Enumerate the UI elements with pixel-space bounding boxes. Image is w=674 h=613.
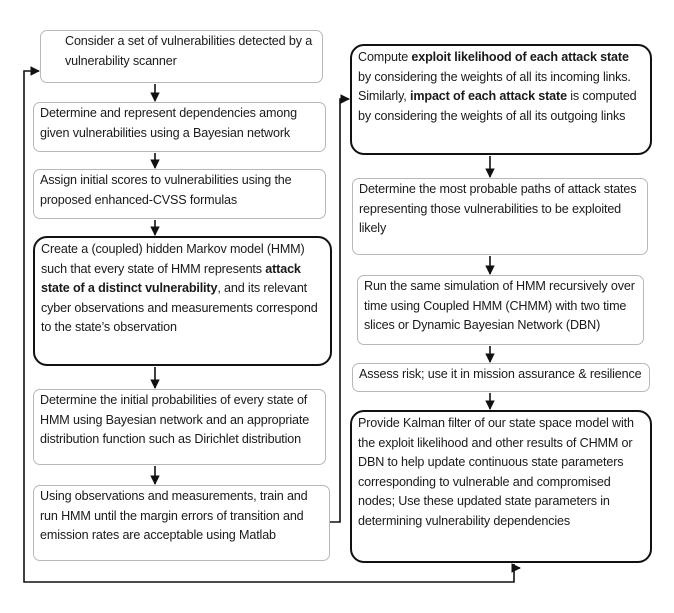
step-text: Run the same simulation of HMM recursively over time using Coupled HMM (CHMM) with two time slices or Dynamic Bayesian Network (DBN) — [364, 279, 635, 332]
step-text-emphasis: exploit likelihood of each attack state — [411, 50, 629, 64]
feedback-loop-arrow — [24, 71, 514, 582]
step-text: , and its relevant cyber observations and measurements correspond to the state’s observation — [41, 281, 318, 334]
step-text-emphasis: impact of each attack state — [410, 89, 567, 103]
step-text: Determine and represent dependencies among given vulnerabilities using a Bayesian network — [40, 106, 297, 140]
arrow-l5-r0 — [330, 99, 349, 522]
step-text-emphasis: attack state of a distinct vulnerability — [41, 261, 301, 295]
step-text: by considering the weights of all its incoming links. Similarly, — [358, 69, 631, 103]
step-text: Create a (coupled) hidden Markov model (HMM) such that every state of HMM represents — [41, 242, 305, 276]
step-text: Assign initial scores to vulnerabilities using the proposed enhanced-CVSS formulas — [40, 173, 292, 207]
step-text: Compute — [358, 50, 412, 64]
step-text: is computed by considering the weights of all its outgoing links — [358, 89, 637, 123]
step-text: Assess risk; use it in mission assurance & resilience — [359, 367, 642, 381]
step-text: Determine the initial probabilities of every state of HMM using Bayesian network and an appropriate distribution function such as Dirichlet distribution — [40, 393, 310, 446]
step-text: Provide Kalman filter of our state space model with the exploit likelihood and other results of CHMM or DBN to help update continuous state parameters corresponding to vulnerable and compromised nodes; Use these updated state parameters in determining vulnerability dependencies — [358, 416, 634, 528]
step-text: Consider a set of vulnerabilities detected by a vulnerability scanner — [65, 34, 313, 68]
step-text: Determine the most probable paths of attack states representing those vulnerabilities to be exploited likely — [359, 182, 637, 235]
step-text: Using observations and measurements, train and run HMM until the margin errors of transition and emission rates are acceptable using Matlab — [40, 489, 308, 542]
